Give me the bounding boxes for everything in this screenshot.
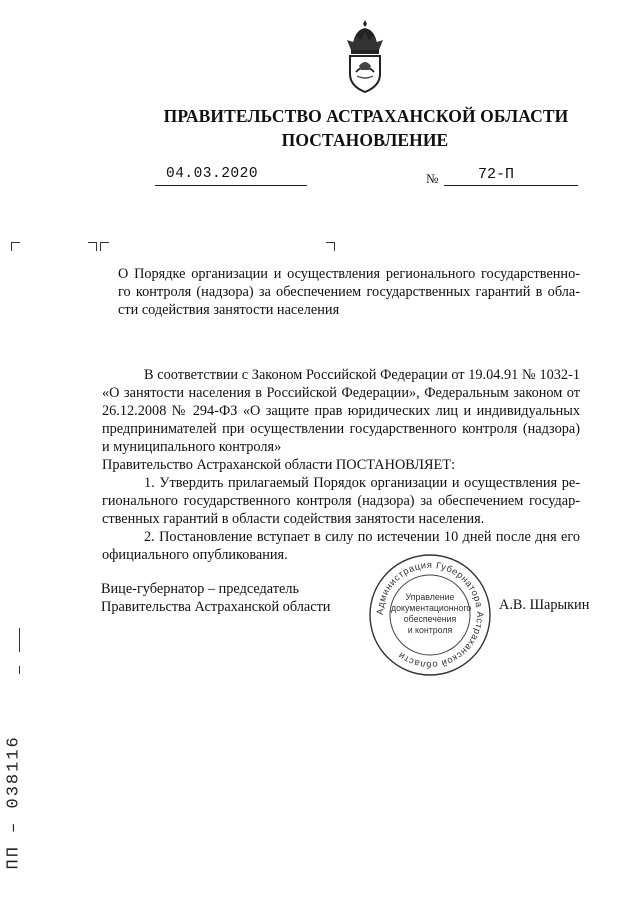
form-serial-number: ПП – 038116 [4, 735, 24, 870]
signatory-position [101, 580, 330, 616]
stamp-line: Управление [405, 592, 455, 602]
corner-mark [11, 242, 20, 251]
document-type: ПОСТАНОВЛЕНИЕ [281, 130, 449, 150]
item-1-line: 1. Утвердить прилагаемый Порядок организации и осуществления ре- [144, 475, 580, 491]
item-1-line: гионального государственного контроля (надзора) за обеспечением государ- [102, 493, 580, 509]
official-stamp [367, 552, 493, 678]
stamp-line: документационного [391, 603, 472, 613]
corner-mark [88, 242, 97, 251]
item-1-line: ственных гарантий в области содействия занятости населения. [102, 511, 485, 527]
corner-mark [326, 242, 335, 251]
item-2-line: 2. Постановление вступает в силу по истечении 10 дней после дня его [144, 529, 580, 545]
title-line: О Порядке организации и осуществления регионального государственно- [118, 266, 580, 282]
title-line: сти содействия занятости населения [118, 302, 340, 318]
margin-mark [19, 666, 20, 674]
document-date: 04.03.2020 [166, 166, 259, 182]
stamp-line: обеспечения [403, 614, 457, 624]
body-line: предпринимателей при осуществлении государственного контроля (надзора) [102, 421, 580, 437]
position-line: Правительства Астраханской области [101, 599, 331, 615]
stamp-ring-text: Администрация Губернатора Астраханской области [374, 559, 486, 671]
number-underline [444, 185, 578, 186]
stamp-department [391, 592, 472, 636]
stamp-line: и контроля [407, 625, 453, 635]
date-underline [155, 185, 307, 186]
body-line: В соответствии с Законом Российской Федерации от 19.04.91 № 1032-1 [144, 367, 580, 383]
document-number: 72-П [478, 166, 515, 183]
preamble-paragraph [102, 366, 580, 564]
item-2-line: официального опубликования. [102, 547, 288, 563]
signatory-name: А.В. Шарыкин [499, 597, 590, 613]
title-line: го контроля (надзора) за обеспечением государственных гарантий в обла- [118, 284, 580, 300]
body-line: и муниципального контроля» [102, 439, 282, 455]
corner-mark [100, 242, 109, 251]
body-line: «О занятости населения в Российской Федерации», Федеральным законом от [102, 385, 580, 401]
margin-mark [19, 628, 20, 652]
document-title [118, 265, 580, 319]
decree-line: Правительство Астраханской области ПОСТАНОВЛЯЕТ: [102, 457, 455, 473]
number-sign: № [426, 171, 439, 186]
coat-of-arms-icon [343, 18, 387, 94]
body-line: 26.12.2008 № 294-ФЗ «О защите прав юридических лиц и индивидуальных [102, 403, 580, 419]
position-line: Вице-губернатор – председатель [101, 581, 300, 597]
organization-name: ПРАВИТЕЛЬСТВО АСТРАХАНСКОЙ ОБЛАСТИ [163, 106, 569, 126]
